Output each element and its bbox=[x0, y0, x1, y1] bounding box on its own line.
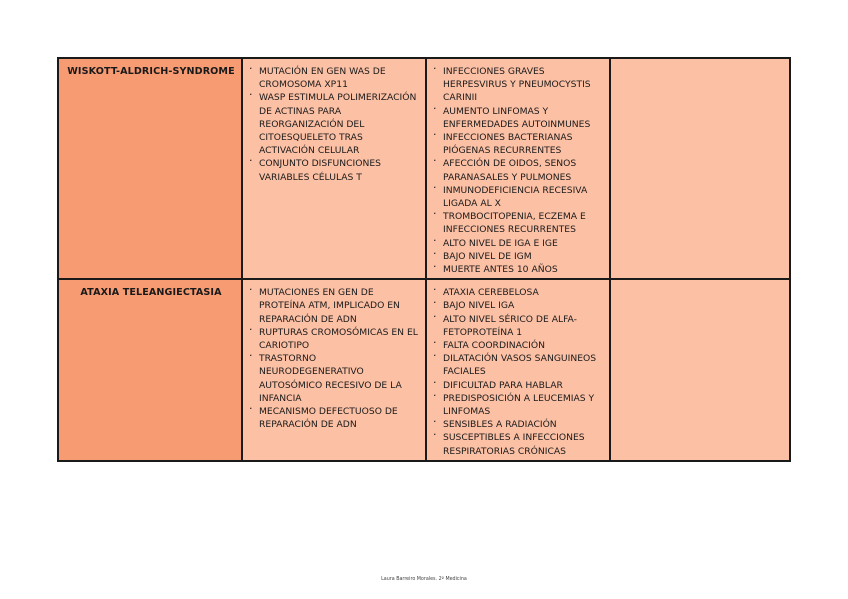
clinical-cell bbox=[426, 279, 610, 461]
mechanism-cell bbox=[242, 279, 426, 461]
mechanism-list bbox=[249, 286, 421, 431]
list-item: · MUTACIONES EN GEN DE PROTEÍNA ATM, IMPLICADO EN REPARACIÓN DE ADN bbox=[249, 286, 421, 326]
list-item: · SUSCEPTIBLES A INFECCIONES RESPIRATORIAS CRÓNICAS bbox=[433, 431, 605, 457]
syndrome-name: WISKOTT-ALDRICH-SYNDROME bbox=[67, 66, 235, 77]
list-item: · TRASTORNO NEURODEGENERATIVO AUTOSÓMICO RECESIVO DE LA INFANCIA bbox=[249, 352, 421, 405]
syndrome-name-cell bbox=[58, 279, 242, 461]
list-item: · INMUNODEFICIENCIA RECESIVA LIGADA AL X bbox=[433, 184, 605, 210]
table-row bbox=[58, 58, 790, 279]
list-item: · AUMENTO LINFOMAS Y ENFERMEDADES AUTOINMUNES bbox=[433, 105, 605, 131]
syndrome-name-cell bbox=[58, 58, 242, 279]
list-item: · MUERTE ANTES 10 AÑOS bbox=[433, 263, 605, 276]
syndrome-table bbox=[57, 57, 791, 462]
list-item: · TROMBOCITOPENIA, ECZEMA E INFECCIONES RECURRENTES bbox=[433, 210, 605, 236]
list-item: · RUPTURAS CROMOSÓMICAS EN EL CARIOTIPO bbox=[249, 326, 421, 352]
mechanism-list bbox=[249, 65, 421, 184]
clinical-cell bbox=[426, 58, 610, 279]
list-item: · FALTA COORDINACIÓN bbox=[433, 339, 605, 352]
list-item: · MECANISMO DEFECTUOSO DE REPARACIÓN DE ADN bbox=[249, 405, 421, 431]
list-item: · AFECCIÓN DE OIDOS, SENOS PARANASALES Y PULMONES bbox=[433, 157, 605, 183]
list-item: · INFECCIONES GRAVES HERPESVIRUS Y PNEUMOCYSTIS CARINII bbox=[433, 65, 605, 105]
empty-cell bbox=[610, 58, 790, 279]
list-item: · ALTO NIVEL DE IGA E IGE bbox=[433, 237, 605, 250]
list-item: · CONJUNTO DISFUNCIONES VARIABLES CÉLULAS T bbox=[249, 157, 421, 183]
mechanism-cell bbox=[242, 58, 426, 279]
list-item: · SENSIBLES A RADIACIÓN bbox=[433, 418, 605, 431]
list-item: · ALTO NIVEL SÉRICO DE ALFA-FETOPROTEÍNA 1 bbox=[433, 313, 605, 339]
table-row bbox=[58, 279, 790, 461]
list-item: · WASP ESTIMULA POLIMERIZACIÓN DE ACTINAS PARA REORGANIZACIÓN DEL CITOESQUELETO TRAS ACTIVACIÓN CELULAR bbox=[249, 91, 421, 157]
page-footer: Laura Barreiro Morales. 2º Medicina bbox=[381, 577, 467, 582]
list-item: · PREDISPOSICIÓN A LEUCEMIAS Y LINFOMAS bbox=[433, 392, 605, 418]
list-item: · ATAXIA CEREBELOSA bbox=[433, 286, 605, 299]
clinical-list bbox=[433, 286, 605, 458]
list-item: · BAJO NIVEL IGA bbox=[433, 299, 605, 312]
list-item: · INFECCIONES BACTERIANAS PIÓGENAS RECURRENTES bbox=[433, 131, 605, 157]
list-item: · DILATACIÓN VASOS SANGUINEOS FACIALES bbox=[433, 352, 605, 378]
empty-cell bbox=[610, 279, 790, 461]
list-item: · MUTACIÓN EN GEN WAS DE CROMOSOMA XP11 bbox=[249, 65, 421, 91]
syndrome-name: ATAXIA TELEANGIECTASIA bbox=[80, 287, 222, 299]
list-item: · BAJO NIVEL DE IGM bbox=[433, 250, 605, 263]
list-item: · DIFICULTAD PARA HABLAR bbox=[433, 379, 605, 392]
clinical-list bbox=[433, 65, 605, 276]
